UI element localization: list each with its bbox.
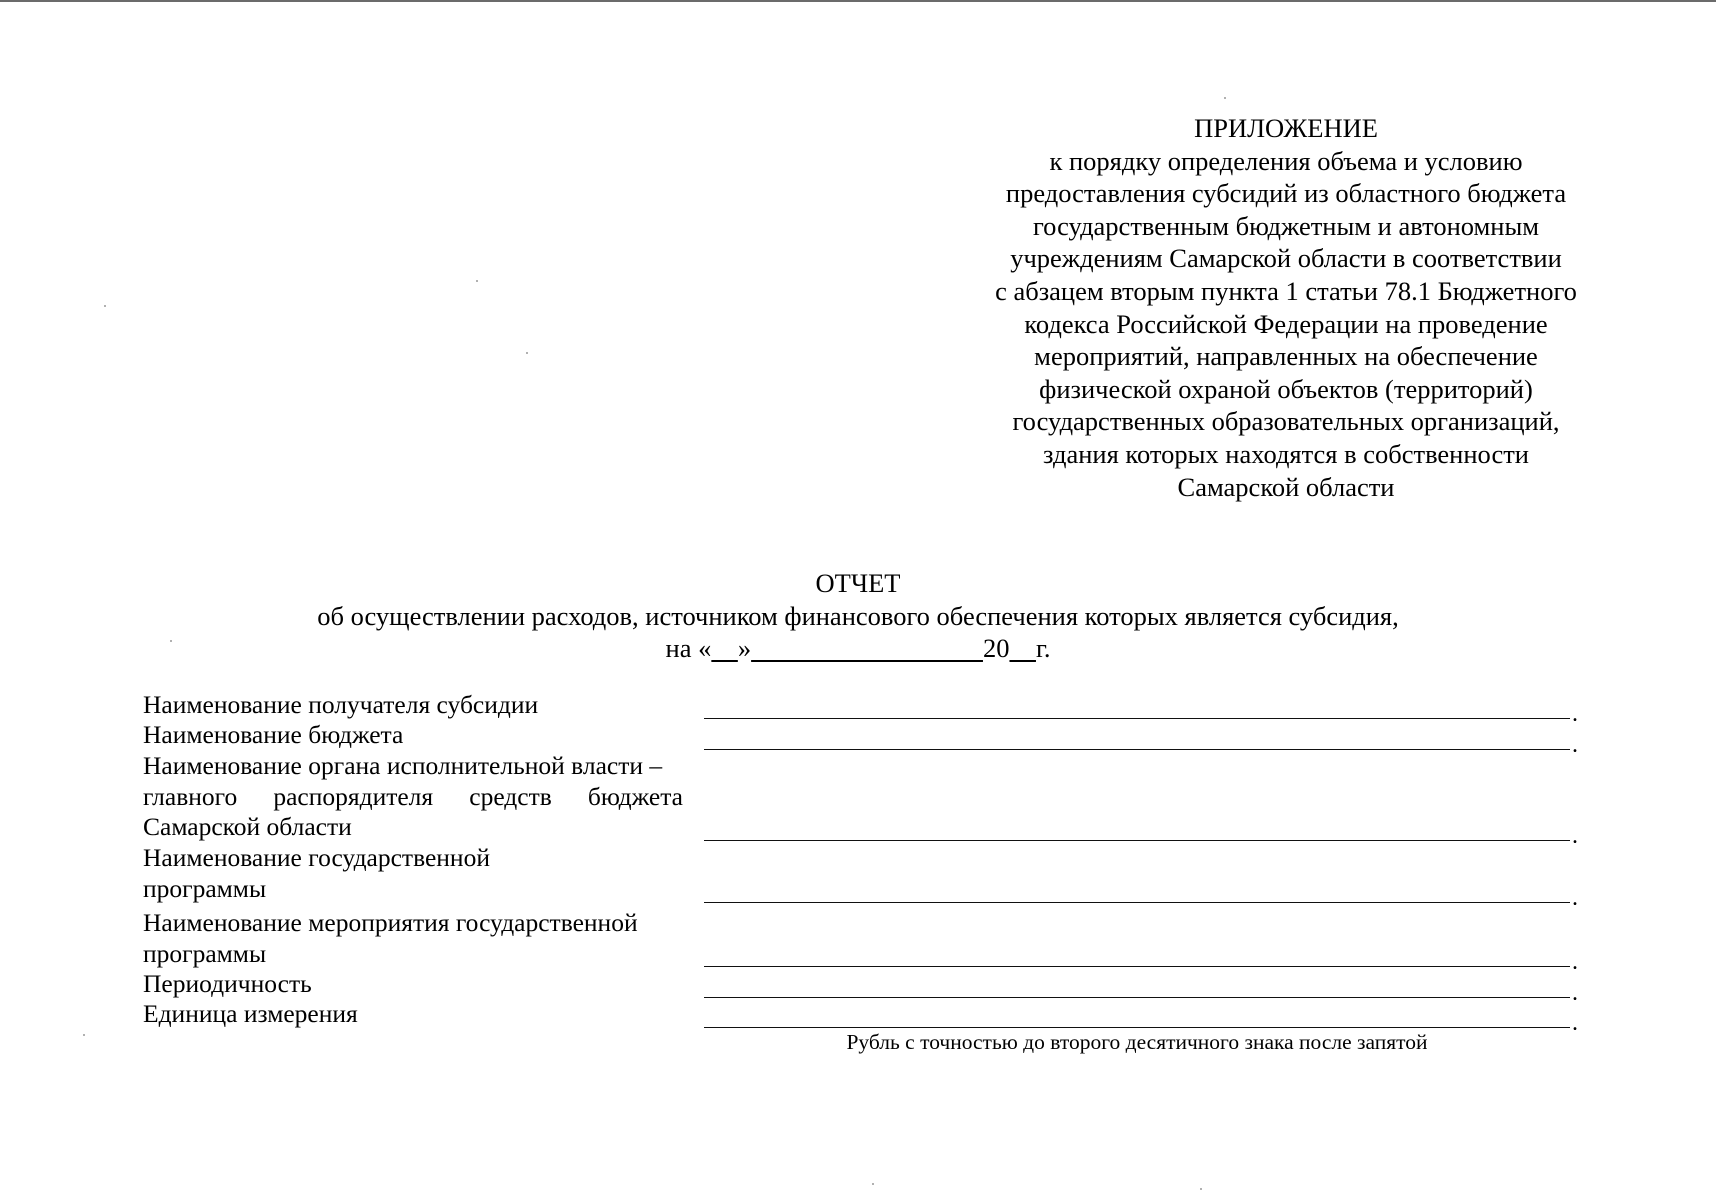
scan-speck [83, 1034, 85, 1036]
authority-field-line[interactable] [704, 840, 1570, 841]
label-program-2: программы [143, 874, 267, 903]
report-date [0, 632, 1716, 665]
label-periodicity: Периодичность [143, 969, 312, 998]
word: главного [143, 782, 238, 811]
appendix-line: учреждениям Самарской области в соответствии [1010, 243, 1562, 274]
appendix-line: государственным бюджетным и автономным [1032, 210, 1540, 241]
label-activity-2: программы [143, 939, 267, 968]
unit-field-line[interactable] [704, 1027, 1570, 1028]
line-end-dot: . [1572, 885, 1578, 911]
scan-speck [526, 352, 528, 354]
appendix-line: здания которых находятся в собственности [1043, 438, 1529, 469]
scan-speck [170, 640, 172, 642]
line-end-dot: . [1572, 823, 1578, 849]
label-program-1: Наименование государственной [143, 843, 490, 872]
recipient-field-line[interactable] [704, 718, 1570, 719]
date-close: » [737, 633, 752, 663]
appendix-heading: ПРИЛОЖЕНИЕ [1194, 113, 1378, 143]
label-budget: Наименование бюджета [143, 720, 404, 749]
scan-speck [1224, 97, 1226, 99]
unit-note: Рубль с точностью до второго десятичного знака после запятой [846, 1030, 1428, 1054]
year-suffix: г. [1035, 633, 1051, 663]
month-blank[interactable] [751, 633, 983, 663]
appendix-line: с абзацем вторым пункта 1 статьи 78.1 Бюджетного [995, 275, 1577, 306]
year-blank[interactable] [1009, 633, 1036, 663]
label-authority-1: Наименование органа исполнительной власти – [143, 751, 663, 780]
appendix-line: Самарской области [1177, 471, 1395, 502]
word: распорядителя [273, 782, 434, 811]
year-prefix: 20 [982, 633, 1010, 663]
label-authority-2 [143, 782, 683, 813]
budget-field-line[interactable] [704, 749, 1570, 750]
appendix-line: физической охраной объектов (территорий) [1039, 373, 1533, 404]
appendix-line: государственных образовательных организаций, [1012, 406, 1560, 437]
appendix-line: кодекса Российской Федерации на проведение [1024, 308, 1548, 339]
appendix-line: к порядку определения объема и условию [1049, 145, 1523, 176]
line-end-dot: . [1572, 732, 1578, 758]
line-end-dot: . [1572, 949, 1578, 975]
scan-edge [0, 0, 1716, 2]
report-subtitle: об осуществлении расходов, источником финансового обеспечения которых является субсидия, [317, 601, 1399, 631]
scan-speck [1200, 1188, 1202, 1190]
appendix-block [918, 112, 1654, 503]
periodicity-field-line[interactable] [704, 997, 1570, 998]
program-field-line[interactable] [704, 902, 1570, 903]
day-blank[interactable] [711, 633, 738, 663]
label-authority-3: Самарской области [143, 812, 352, 841]
label-recipient: Наименование получателя субсидии [143, 690, 539, 719]
line-end-dot: . [1572, 980, 1578, 1006]
label-activity-1: Наименование мероприятия государственной [143, 908, 638, 937]
appendix-line: мероприятий, направленных на обеспечение [1034, 341, 1538, 372]
date-prefix: на « [665, 633, 712, 663]
scan-speck [872, 1183, 874, 1185]
scan-speck [476, 280, 478, 282]
report-title: ОТЧЕТ [815, 568, 901, 598]
word: средств [469, 782, 552, 811]
word: бюджета [587, 782, 683, 811]
line-end-dot: . [1572, 701, 1578, 727]
label-unit: Единица измерения [143, 999, 358, 1028]
scan-speck [104, 305, 106, 307]
line-end-dot: . [1572, 1010, 1578, 1036]
appendix-line: предоставления субсидий из областного бюджета [1005, 178, 1567, 209]
activity-field-line[interactable] [704, 966, 1570, 967]
